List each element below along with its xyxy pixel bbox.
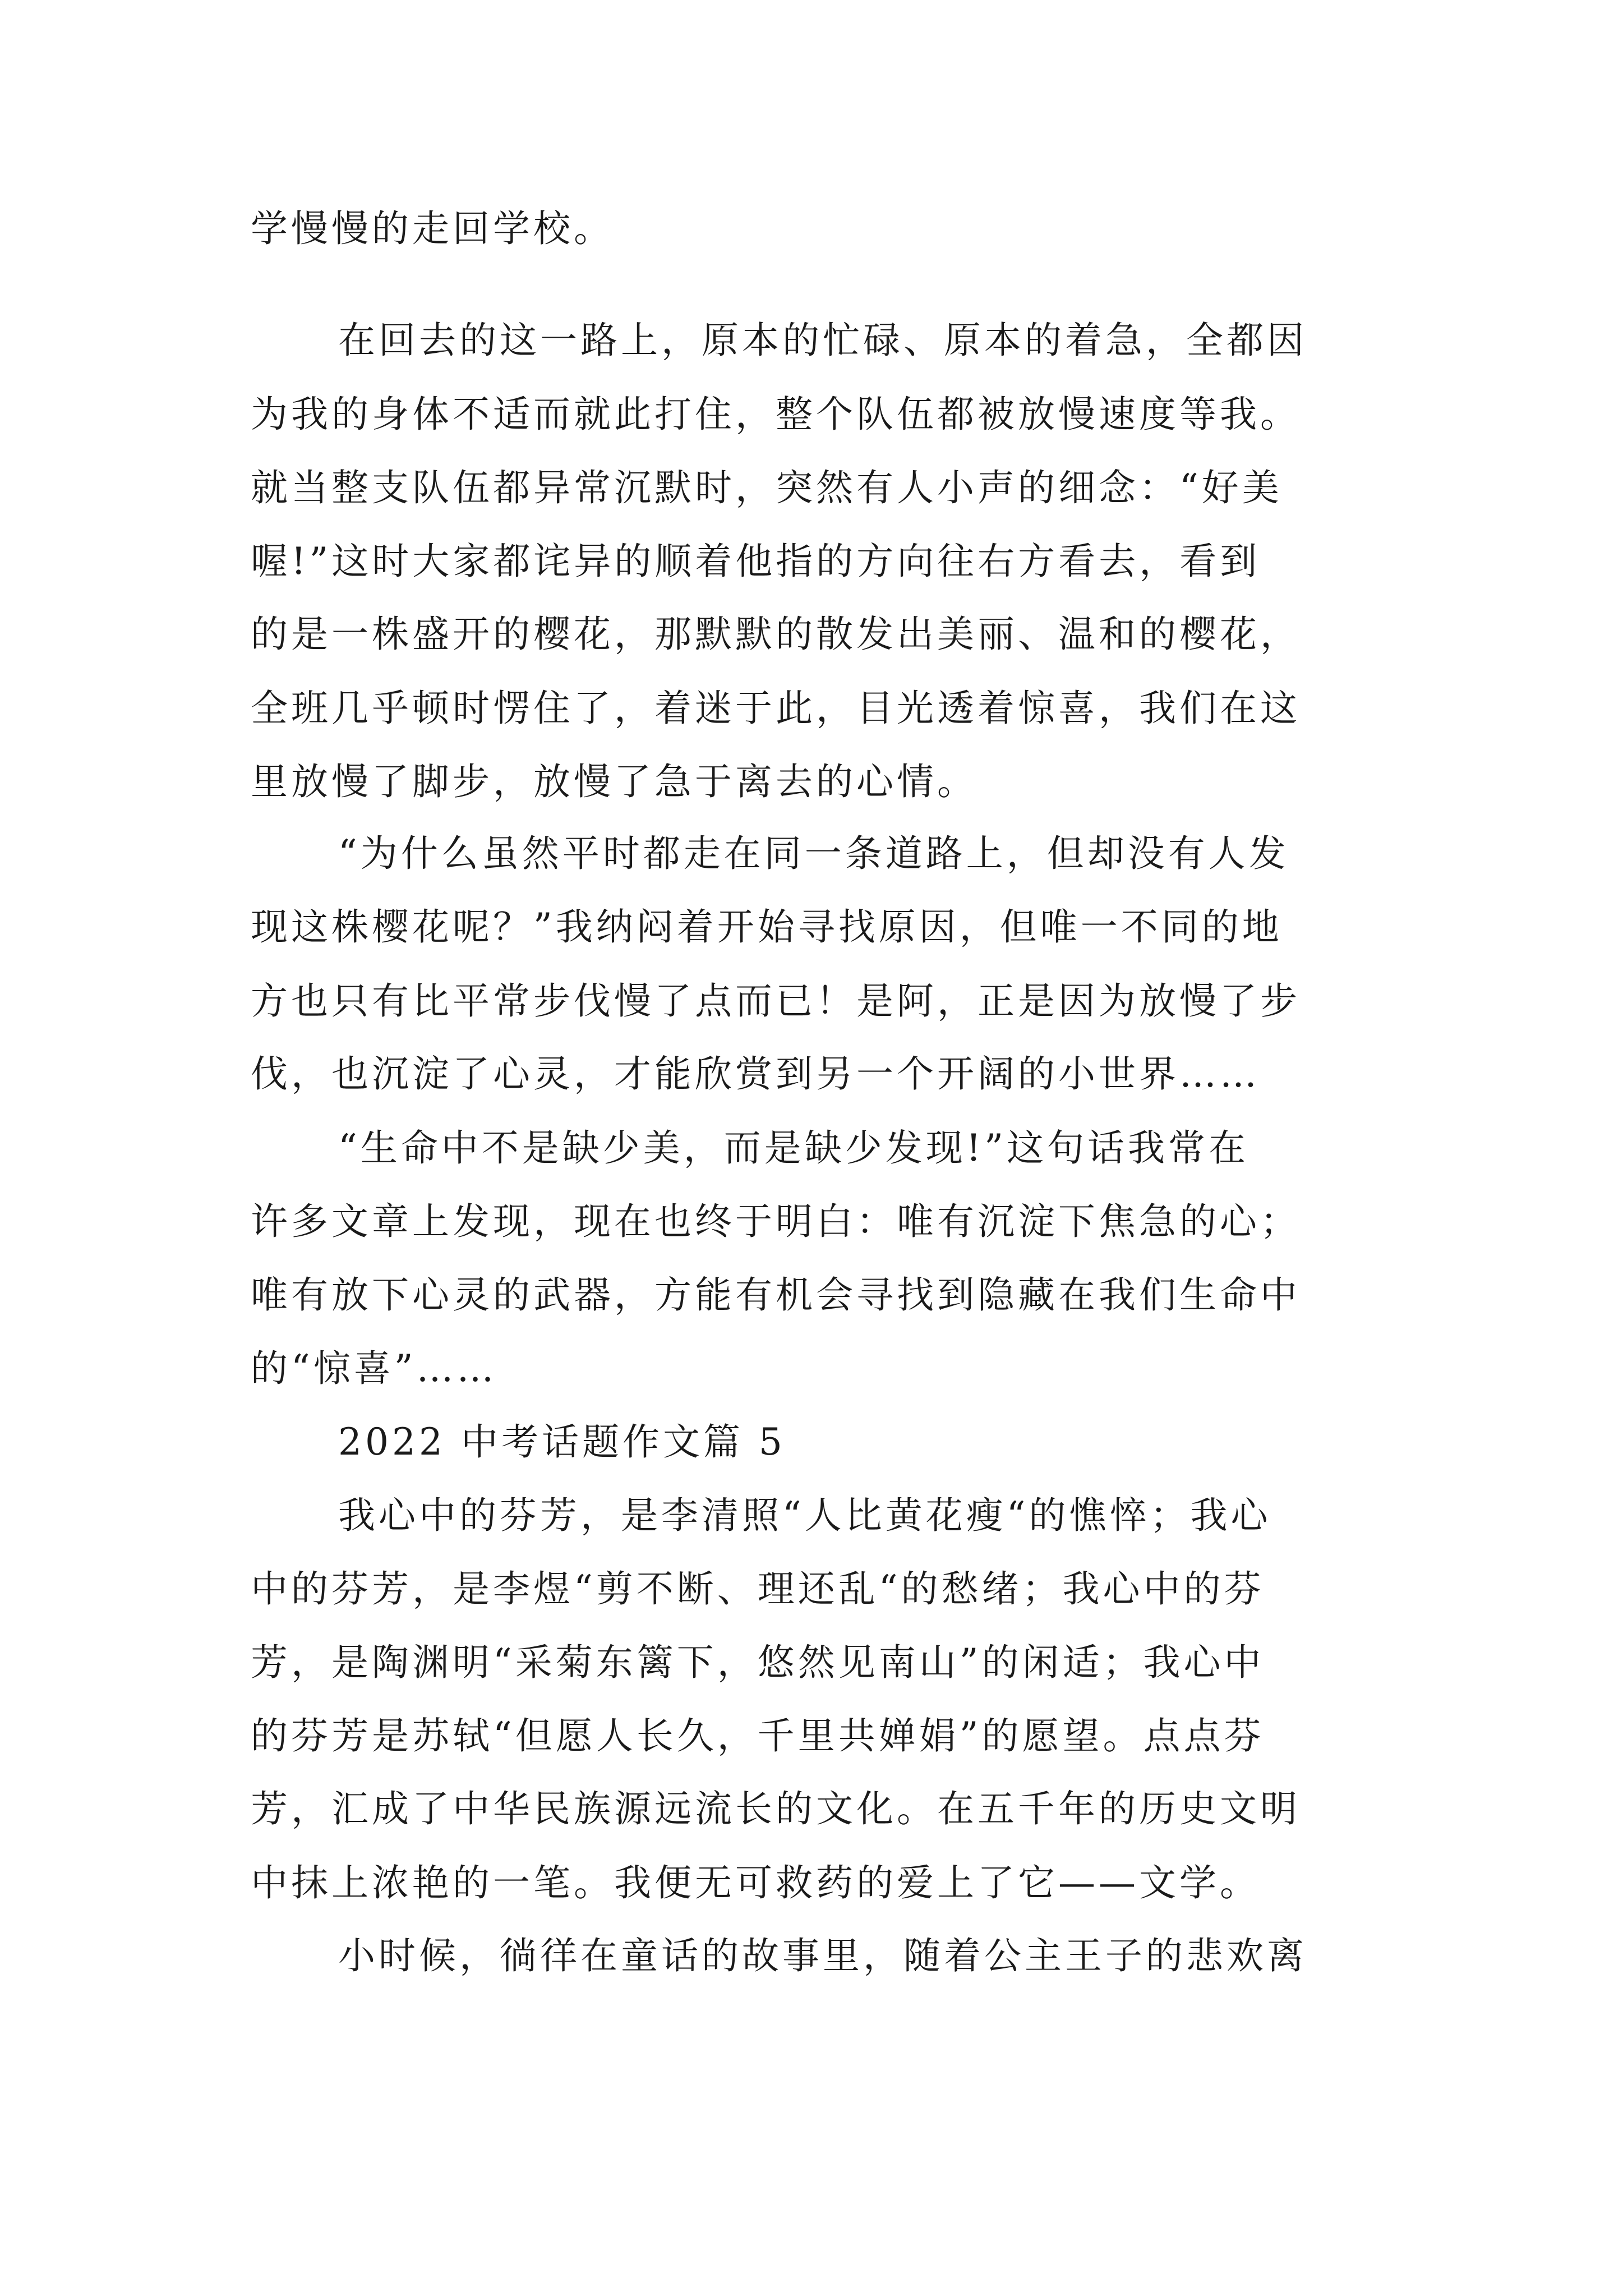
paragraph-start-line: “生命中不是缺少美，而是缺少发现!”这句话我常在 (338, 1126, 1249, 1170)
text-line: 里放慢了脚步，放慢了急于离去的心情。 (251, 760, 978, 803)
text-line: 全班几乎顿时愣住了，着迷于此，目光透着惊喜，我们在这 (251, 687, 1301, 730)
text-line: 的是一株盛开的樱花，那默默的散发出美丽、温和的樱花， (251, 613, 1301, 656)
text-line: 中抹上浓艳的一笔。我便无可救药的爱上了它——文学。 (251, 1861, 1260, 1904)
text-line: 芳，是陶渊明“采菊东篱下，悠然见南山”的闲适；我心中 (251, 1641, 1265, 1684)
text-line: 芳，汇成了中华民族源远流长的文化。在五千年的历史文明 (251, 1787, 1301, 1830)
text-line: 的芬芳是苏轼“但愿人长久，千里共婵娟”的愿望。点点芬 (251, 1714, 1265, 1757)
section-heading: 2022 中考话题作文篇 5 (338, 1420, 786, 1464)
text-line: 为我的身体不适而就此打住，整个队伍都被放慢速度等我。 (251, 393, 1301, 436)
text-line: 就当整支队伍都异常沉默时，突然有人小声的细念：“好美 (251, 466, 1283, 509)
paragraph-start-line: 我心中的芬芳，是李清照“人比黄花瘦“的憔悴；我心 (338, 1494, 1271, 1537)
paragraph-start-line: “为什么虽然平时都走在同一条道路上，但却没有人发 (338, 832, 1289, 875)
text-line: 许多文章上发现，现在也终于明白：唯有沉淀下焦急的心； (251, 1200, 1301, 1243)
text-line: 伐，也沉淀了心灵，才能欣赏到另一个开阔的小世界…… (251, 1052, 1260, 1096)
text-line: 现这株樱花呢？”我纳闷着开始寻找原因，但唯一不同的地 (251, 905, 1283, 949)
text-line: 中的芬芳，是李煜“剪不断、理还乱“的愁绪；我心中的芬 (251, 1567, 1265, 1611)
text-line: 的“惊喜”…… (251, 1347, 497, 1390)
text-line: 喔!”这时大家都诧异的顺着他指的方向往右方看去，看到 (251, 540, 1261, 583)
paragraph-start-line: 小时候，徜徉在童话的故事里，随着公主王子的悲欢离 (338, 1934, 1307, 1977)
text-line: 方也只有比平常步伐慢了点而已！是阿，正是因为放慢了步 (251, 979, 1301, 1023)
text-line: 唯有放下心灵的武器，方能有机会寻找到隐藏在我们生命中 (251, 1273, 1301, 1317)
paragraph-start-line: 在回去的这一路上，原本的忙碌、原本的着急，全都因 (338, 319, 1307, 362)
text-line: 学慢慢的走回学校。 (251, 207, 614, 250)
